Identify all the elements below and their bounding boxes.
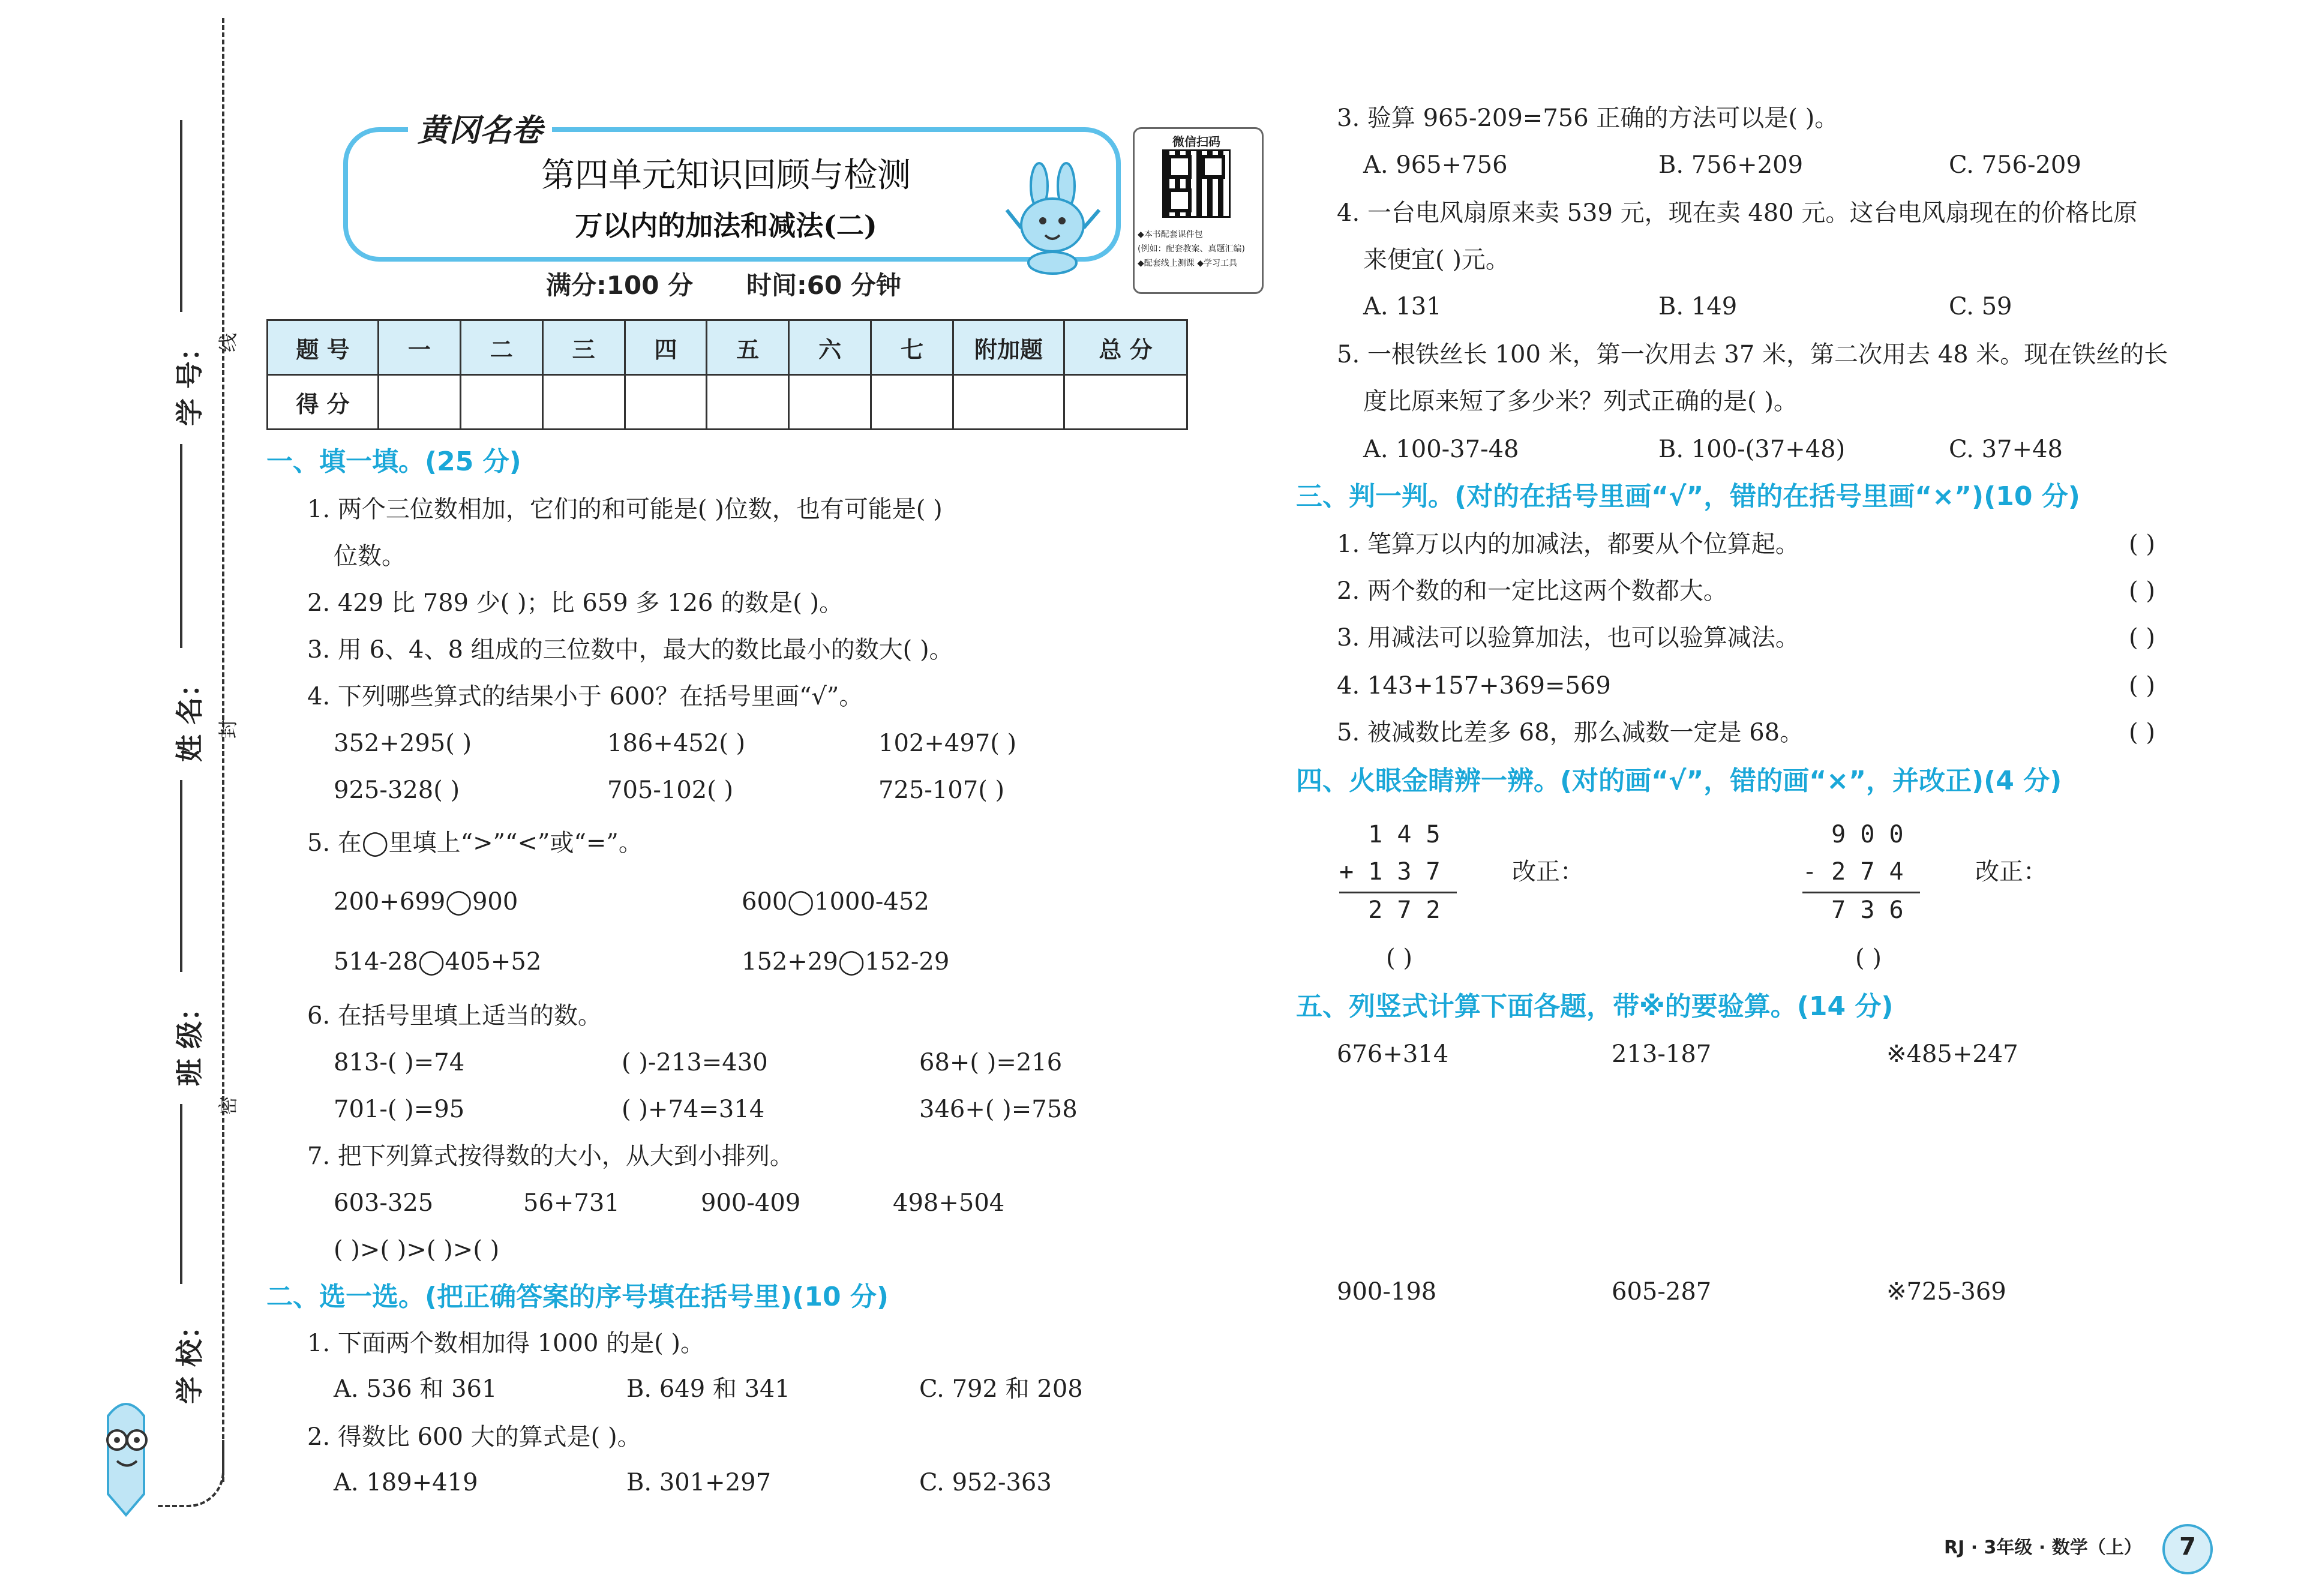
s1-q7-item: 900-409 — [701, 1189, 801, 1217]
s2-q5-line2: 度比原来短了多少米？列式正确的是( )。 — [1363, 388, 1798, 415]
score-cell[interactable] — [871, 375, 953, 430]
table-header-cell: 附加题 — [953, 320, 1064, 375]
dashed-cut-line — [222, 18, 224, 1482]
qr-note-1: ◆本书配套课件包 — [1138, 230, 1203, 239]
score-cell[interactable] — [707, 375, 789, 430]
s1-q4-item: 925-328( ) — [334, 776, 460, 804]
s3-answer-bracket[interactable]: ( ) — [2129, 624, 2155, 652]
table-header-cell: 题 号 — [268, 320, 379, 375]
s5-problem: 605-287 — [1612, 1278, 1712, 1306]
s1-q4-item: 186+452( ) — [607, 730, 746, 757]
correct-label: 改正： — [1975, 858, 2047, 886]
s3-answer-bracket[interactable]: ( ) — [2129, 530, 2155, 558]
s3-answer-bracket[interactable]: ( ) — [2129, 719, 2155, 746]
s1-q5-item: 200+699◯900 — [334, 888, 518, 916]
s1-q7-item: 498+504 — [893, 1189, 1005, 1217]
page-number: 7 — [2179, 1533, 2196, 1561]
qr-title: 微信扫码 — [1172, 134, 1220, 149]
s2-q2-option: C. 952-363 — [919, 1469, 1052, 1496]
s1-q4: 4. 下列哪些算式的结果小于 600？在括号里画“√”。 — [307, 683, 863, 710]
s1-q5: 5. 在◯里填上“>”“<”或“=”。 — [307, 829, 643, 857]
s1-q6-item: ( )-213=430 — [622, 1049, 768, 1076]
cut-mark-line: 线 — [217, 332, 240, 353]
section4-heading: 四、火眼金睛辨一辨。(对的画“√”，错的画“×”，并改正)(4 分) — [1296, 766, 2062, 796]
s2-q5-option: A. 100-37-48 — [1363, 436, 1519, 463]
s2-q2: 2. 得数比 600 大的算式是( )。 — [307, 1423, 641, 1451]
vertical-calc-row: 2 7 2 — [1339, 896, 1441, 924]
bunny-mascot-icon — [1003, 162, 1105, 276]
correct-label: 改正： — [1512, 858, 1584, 886]
student-no-line — [180, 120, 182, 312]
page-subtitle: 万以内的加法和减法(二) — [575, 209, 877, 242]
s2-q4-line2: 来便宜( )元。 — [1363, 246, 1510, 274]
s2-q2-option: B. 301+297 — [626, 1469, 772, 1496]
s2-q3-option: C. 756-209 — [1949, 151, 2081, 179]
s1-q1-line1: 1. 两个三位数相加，它们的和可能是( )位数，也有可能是( ) — [307, 496, 943, 523]
s2-q2-option: A. 189+419 — [334, 1469, 478, 1496]
section1-heading: 一、填一填。(25 分) — [266, 446, 521, 477]
score-table — [266, 319, 1188, 430]
s3-item: 3. 用减法可以验算加法，也可以验算减法。 — [1337, 624, 1799, 652]
section3-heading: 三、判一判。(对的在括号里画“√”，错的在括号里画“×”)(10 分) — [1296, 481, 2080, 512]
score-cell[interactable] — [542, 375, 625, 430]
score-cell[interactable] — [1064, 375, 1187, 430]
vertical-calc-row: 9 0 0 — [1802, 821, 1904, 848]
table-header-cell: 总 分 — [1064, 320, 1187, 375]
s1-q5-item: 600◯1000-452 — [742, 888, 929, 916]
s5-problem: ※725-369 — [1886, 1278, 2006, 1306]
school-line — [180, 1104, 182, 1284]
page-title: 第四单元知识回顾与检测 — [541, 156, 911, 195]
table-header-cell: 一 — [379, 320, 461, 375]
s1-q6: 6. 在括号里填上适当的数。 — [307, 1002, 602, 1030]
s3-answer-bracket[interactable]: ( ) — [2129, 577, 2155, 605]
s1-q6-item: 346+( )=758 — [919, 1096, 1078, 1123]
s1-q4-item: 352+295( ) — [334, 730, 472, 757]
school-label: 学 校： — [173, 1311, 206, 1405]
pencil-mascot-icon — [84, 1392, 168, 1518]
s2-q5-line1: 5. 一根铁丝长 100 米，第一次用去 37 米，第二次用去 48 米。现在铁丝的长 — [1337, 341, 2168, 368]
s1-q4-item: 102+497( ) — [878, 730, 1017, 757]
s1-q4-item: 725-107( ) — [878, 776, 1005, 804]
s2-q1-option: A. 536 和 361 — [334, 1375, 497, 1403]
table-header-cell: 五 — [707, 320, 789, 375]
vertical-calc-row: - 2 7 4 — [1802, 858, 1904, 886]
s1-q7-item: 56+731 — [523, 1189, 620, 1217]
s2-q4-option: C. 59 — [1949, 293, 2012, 320]
full-score: 满分:100 分 — [546, 271, 694, 300]
s2-q5-option: C. 37+48 — [1949, 436, 2063, 463]
s1-q1-line2: 位数。 — [334, 542, 406, 570]
vertical-calc-row: 7 3 6 — [1802, 896, 1904, 924]
score-cell[interactable] — [379, 375, 461, 430]
name-line — [180, 444, 182, 648]
score-cell[interactable] — [460, 375, 542, 430]
s2-q1: 1. 下面两个数相加得 1000 的是( )。 — [307, 1330, 705, 1357]
s2-q3: 3. 验算 965-209=756 正确的方法可以是( )。 — [1337, 104, 1839, 132]
s1-q7: 7. 把下列算式按得数的大小，从大到小排列。 — [307, 1142, 794, 1170]
s2-q4-line1: 4. 一台电风扇原来卖 539 元，现在卖 480 元。这台电风扇现在的价格比原 — [1337, 199, 2138, 227]
judge-bracket[interactable]: ( ) — [1386, 944, 1412, 972]
s3-answer-bracket[interactable]: ( ) — [2129, 672, 2155, 700]
s1-q5-item: 152+29◯152-29 — [742, 948, 950, 976]
table-header-cell: 二 — [460, 320, 542, 375]
s2-q1-option: C. 792 和 208 — [919, 1375, 1083, 1403]
footer-grade: RJ · 3年级 · 数学（上） — [1944, 1537, 2142, 1558]
s3-item: 5. 被减数比差多 68，那么减数一定是 68。 — [1337, 719, 1804, 746]
s5-problem: ※485+247 — [1886, 1040, 2018, 1068]
score-cell[interactable] — [953, 375, 1064, 430]
cut-mark-seal: 封 — [217, 719, 240, 739]
score-cell[interactable] — [625, 375, 707, 430]
section5-heading: 五、列竖式计算下面各题，带※的要验算。(14 分) — [1296, 991, 1894, 1022]
s2-q3-option: A. 965+756 — [1363, 151, 1508, 179]
s3-item: 2. 两个数的和一定比这两个数都大。 — [1337, 577, 1727, 605]
qr-code-icon[interactable] — [1164, 151, 1229, 216]
s1-q7-order: ( )>( )>( )>( ) — [334, 1236, 500, 1264]
score-row-label: 得 分 — [268, 375, 379, 430]
judge-bracket[interactable]: ( ) — [1855, 944, 1882, 972]
exam-time: 时间:60 分钟 — [746, 271, 901, 300]
s2-q4-option: B. 149 — [1658, 293, 1738, 320]
s1-q2: 2. 429 比 789 少( )；比 659 多 126 的数是( )。 — [307, 589, 844, 617]
s1-q7-item: 603-325 — [334, 1189, 434, 1217]
qr-note-2: (例如：配套教案、真题汇编) — [1138, 244, 1245, 254]
s2-q1-option: B. 649 和 341 — [626, 1375, 790, 1403]
s5-problem: 676+314 — [1337, 1040, 1449, 1068]
s3-item: 1. 笔算万以内的加减法，都要从个位算起。 — [1337, 530, 1799, 558]
cut-mark-secret: 密 — [217, 1096, 240, 1116]
table-header-cell: 三 — [542, 320, 625, 375]
s1-q6-item: 813-( )=74 — [334, 1049, 465, 1076]
s2-q4-option: A. 131 — [1363, 293, 1442, 320]
class-line — [180, 780, 182, 972]
vertical-calc-row: 1 4 5 — [1339, 821, 1441, 848]
s1-q6-item: ( )+74=314 — [622, 1096, 765, 1123]
s1-q6-item: 701-( )=95 — [334, 1096, 465, 1123]
table-header-cell: 六 — [789, 320, 871, 375]
s1-q6-item: 68+( )=216 — [919, 1049, 1063, 1076]
s1-q3: 3. 用 6、4、8 组成的三位数中，最大的数比最小的数大( )。 — [307, 636, 953, 664]
s1-q4-item: 705-102( ) — [607, 776, 734, 804]
s2-q5-option: B. 100-(37+48) — [1658, 436, 1846, 463]
student-no-label: 学 号： — [173, 333, 206, 427]
s5-problem: 900-198 — [1337, 1278, 1437, 1306]
class-label: 班 级： — [173, 993, 206, 1087]
s3-item: 4. 143+157+369=569 — [1337, 672, 1611, 700]
qr-note-3: ◆配套线上测课 ◆学习工具 — [1138, 259, 1237, 268]
brand-logo: 黄冈名卷 — [408, 112, 552, 150]
table-header-cell: 七 — [871, 320, 953, 375]
section2-heading: 二、选一选。(把正确答案的序号填在括号里)(10 分) — [266, 1282, 889, 1312]
score-cell[interactable] — [789, 375, 871, 430]
vertical-calc-row: + 1 3 7 — [1339, 858, 1441, 886]
s5-problem: 213-187 — [1612, 1040, 1712, 1068]
table-header-cell: 四 — [625, 320, 707, 375]
s1-q5-item: 514-28◯405+52 — [334, 948, 542, 976]
s2-q3-option: B. 756+209 — [1658, 151, 1804, 179]
name-label: 姓 名： — [173, 669, 206, 763]
